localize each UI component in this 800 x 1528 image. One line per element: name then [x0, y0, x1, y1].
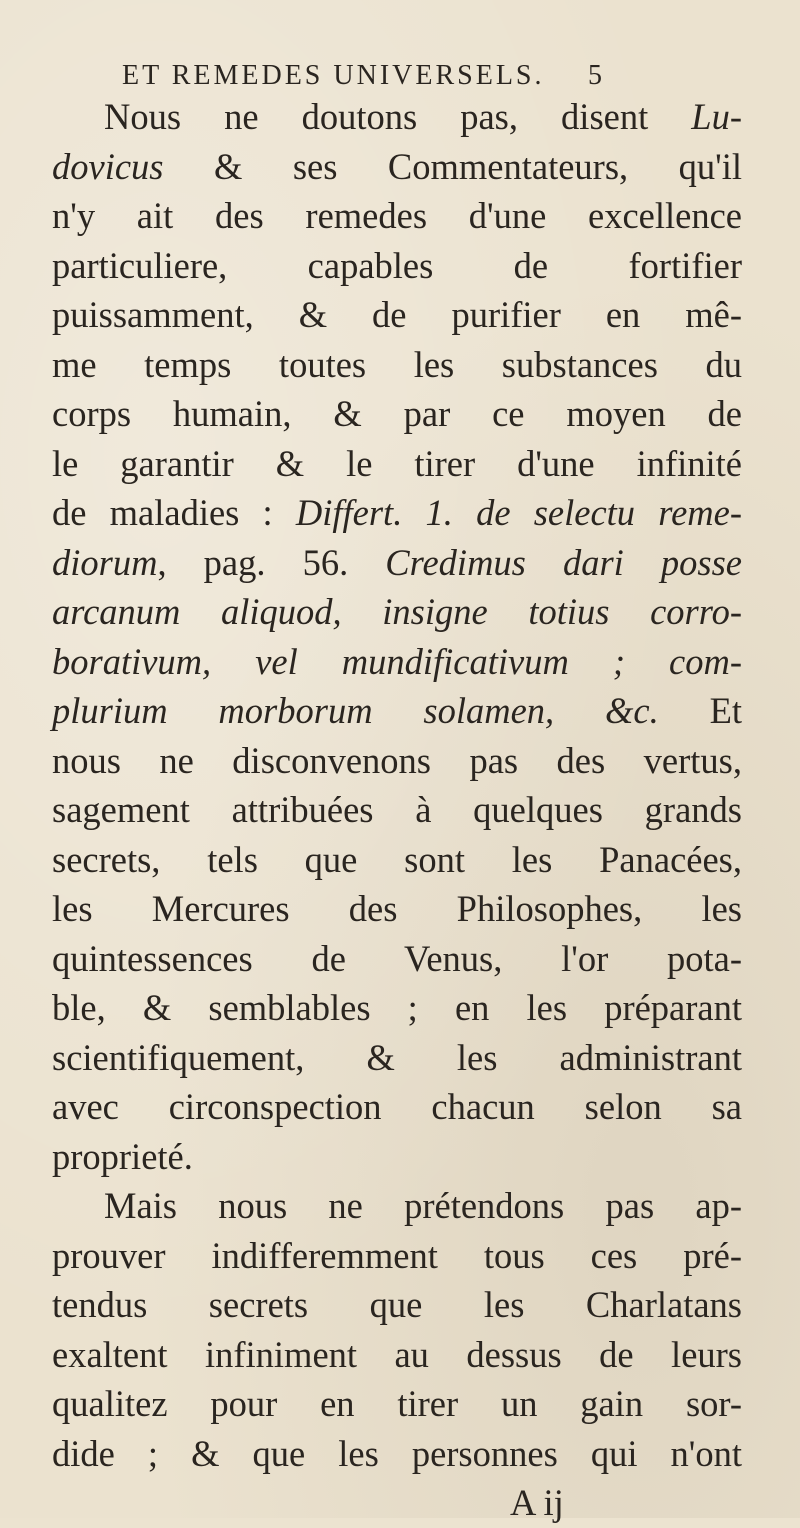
- text-line: [52, 439, 742, 489]
- text-span: avec circonspection chacun selon sa: [52, 1086, 742, 1127]
- text-span: corps humain, & par ce moyen de: [52, 393, 742, 434]
- text-span: le garantir & le tirer d'une infinité: [52, 442, 742, 484]
- text-line: [52, 340, 742, 390]
- text-span-italic: Credimus dari posse: [385, 541, 742, 583]
- text-span-italic: diorum: [52, 541, 158, 583]
- text-span: , pag. 56.: [157, 541, 386, 583]
- text-span: quintessences de Venus, l'or pota-: [52, 937, 742, 979]
- text-span: les Mercures des Philosophes, les: [52, 888, 742, 929]
- text-line: [52, 686, 742, 736]
- text-span: puissamment, & de purifier en mê-: [52, 294, 742, 335]
- text-span: scientifiquement, & les administrant: [52, 1036, 742, 1078]
- text-span: dide ; & que les personnes qui n'ont: [52, 1432, 742, 1474]
- text-span: tendus secrets que les Charlatans: [52, 1284, 742, 1325]
- text-span: prouver indifferemment tous ces pré-: [52, 1234, 742, 1276]
- text-span-italic: borativum, vel mundificativum ; com-: [52, 640, 742, 682]
- text-line: [52, 1280, 742, 1330]
- text-line: [52, 934, 742, 984]
- page-number: 5: [588, 60, 605, 91]
- text-line: [52, 241, 742, 291]
- text-line: [52, 884, 742, 934]
- text-line: [52, 290, 742, 340]
- text-span: Nous ne doutons pas, disent: [104, 96, 692, 137]
- text-line: [52, 1429, 742, 1479]
- text-line: [52, 1330, 742, 1380]
- text-line: [52, 1132, 742, 1182]
- body-text: [52, 92, 742, 1528]
- text-line: [52, 736, 742, 786]
- text-line: [52, 1033, 742, 1083]
- text-span: Et: [658, 690, 743, 731]
- text-line: [52, 785, 742, 835]
- text-span-italic: dovicus: [52, 145, 164, 187]
- text-span: ble, & semblables ; en les préparant: [52, 987, 742, 1028]
- text-line: [52, 488, 742, 538]
- text-line: [52, 637, 742, 687]
- text-span-italic: arcanum aliquod, insigne totius corro-: [52, 591, 742, 632]
- text-span: & ses Commentateurs, qu'il: [163, 145, 742, 187]
- text-line: [52, 1231, 742, 1281]
- signature-mark: A ij: [510, 1482, 564, 1523]
- running-title: ET REMEDES UNIVERSELS.: [122, 60, 545, 91]
- text-line: [52, 191, 742, 241]
- text-span-italic: Differt. 1. de selectu reme-: [295, 492, 742, 533]
- text-line: [52, 587, 742, 637]
- text-span: proprieté.: [52, 1135, 193, 1177]
- text-span: qualitez pour en tirer un gain sor-: [52, 1383, 742, 1424]
- text-line: [52, 538, 742, 588]
- text-span: Mais nous ne prétendons pas ap-: [104, 1185, 742, 1226]
- text-line: [52, 389, 742, 439]
- text-line: [52, 142, 742, 192]
- text-span: n'y ait des remedes d'une excellence: [52, 195, 742, 236]
- text-span: me temps toutes les substances du: [52, 343, 742, 385]
- text-span: exaltent infiniment au dessus de leurs: [52, 1333, 742, 1375]
- text-line: [52, 92, 742, 142]
- text-span-italic: plurium morborum solamen, &c.: [52, 690, 659, 731]
- text-span: nous ne disconvenons pas des vertus,: [52, 739, 742, 781]
- running-header: [122, 60, 622, 96]
- text-span: particuliere, capables de fortifier: [52, 244, 742, 286]
- text-span: sagement attribuées à quelques grands: [52, 789, 742, 830]
- text-line: [52, 835, 742, 885]
- text-span: secrets, tels que sont les Panacées,: [52, 838, 742, 880]
- text-line: [52, 983, 742, 1033]
- text-line: [52, 1379, 742, 1429]
- text-span-italic: Lu-: [691, 96, 742, 137]
- text-span: de maladies :: [52, 492, 296, 533]
- text-line: [52, 1082, 742, 1132]
- text-line: [52, 1181, 742, 1231]
